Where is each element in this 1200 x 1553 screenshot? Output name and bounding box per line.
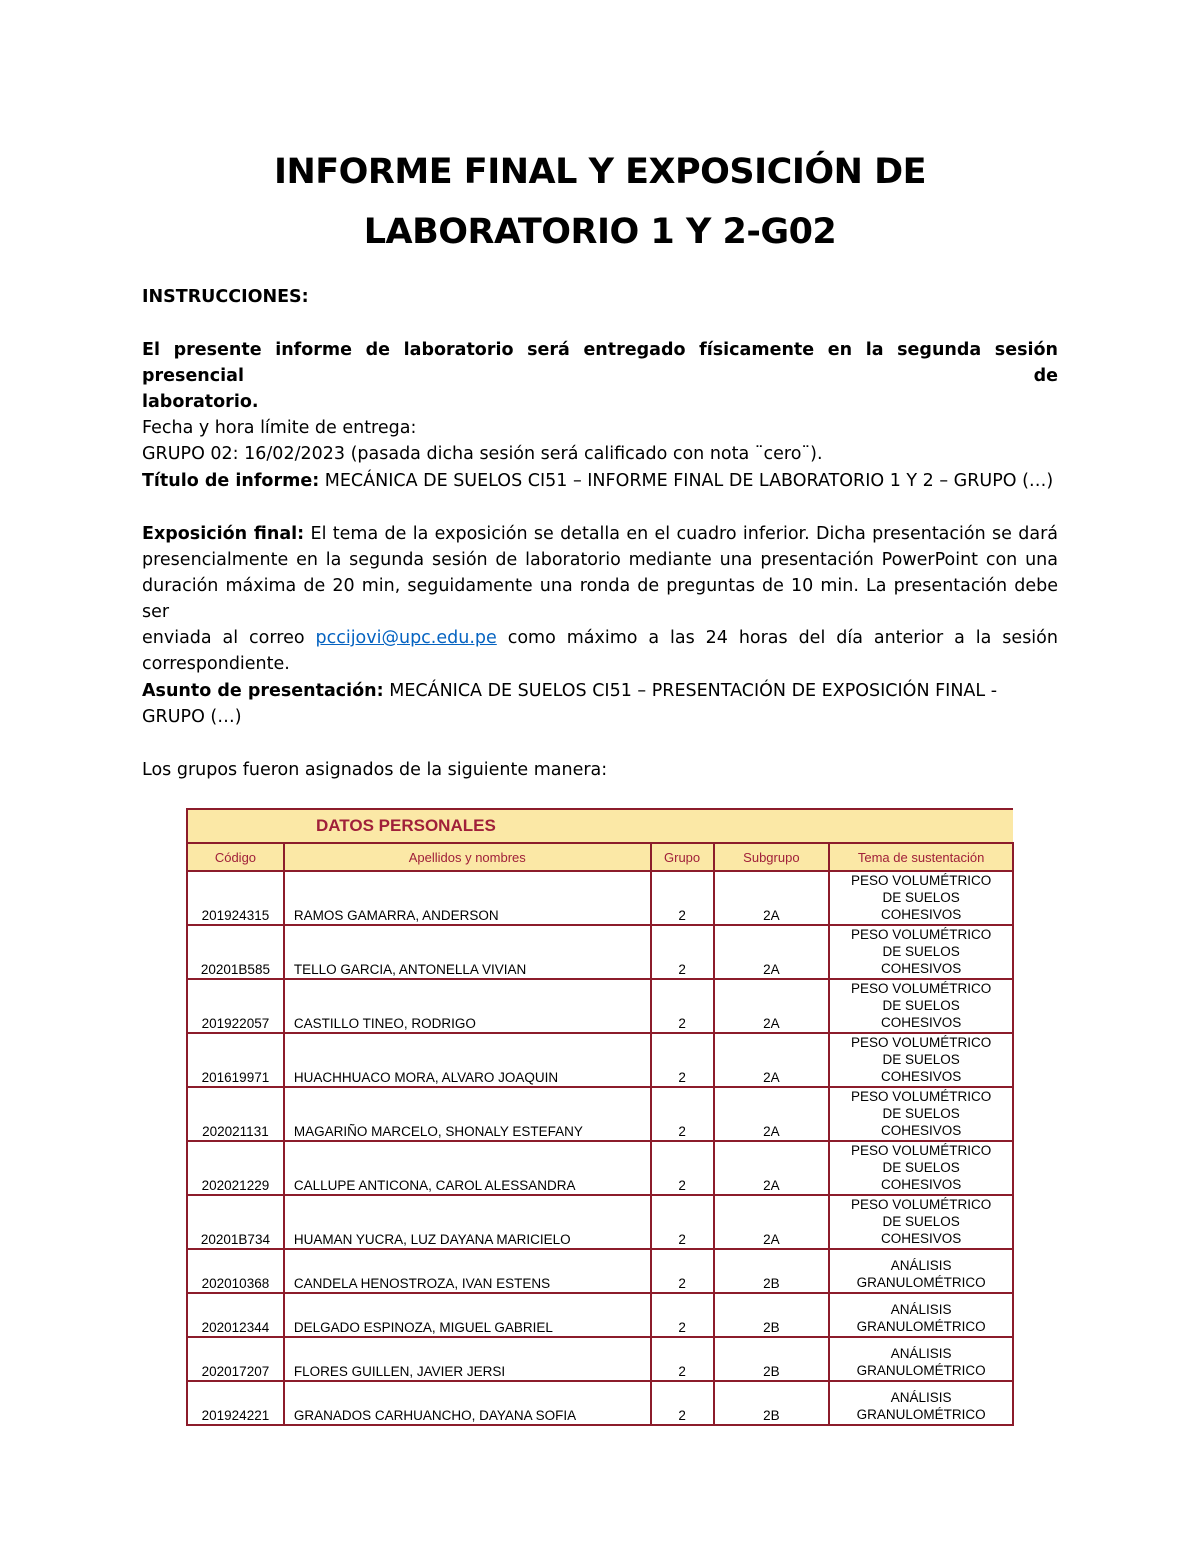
cell-topic [829,1087,1013,1141]
cell-topic-line: DE SUELOS [882,1052,960,1067]
cell-subgroup: 2A [714,1087,830,1141]
cell-group: 2 [651,1141,714,1195]
table-row [187,871,1013,925]
delivery-line-1: El presente informe de laboratorio será entregado físicamente en la segunda sesión presencial de [142,340,1058,386]
cell-topic [829,1033,1013,1087]
table-row [187,1087,1013,1141]
cell-name: DELGADO ESPINOZA, MIGUEL GABRIEL [284,1293,651,1337]
document-title-line-2: LABORATORIO 1 Y 2-G02 [363,212,837,252]
cell-group: 2 [651,1087,714,1141]
cell-topic [829,1249,1013,1293]
cell-code: 202010368 [187,1249,284,1293]
cell-topic-line: ANÁLISIS [890,1390,952,1405]
cell-topic-line: DE SUELOS [882,1160,960,1175]
exposition-line-4-post: como máximo a las 24 horas del día anterior a la sesión [507,628,1058,648]
cell-code: 201619971 [187,1033,284,1087]
exposition-line-4-pre: enviada al correo [142,628,305,648]
cell-subgroup: 2B [714,1381,830,1425]
cell-subgroup: 2A [714,1141,830,1195]
cell-topic [829,1195,1013,1249]
cell-name: TELLO GARCIA, ANTONELLA VIVIAN [284,925,651,979]
cell-subgroup: 2A [714,871,830,925]
instructions-heading [142,284,1058,310]
exposition-line-3: duración máxima de 20 min, seguidamente una ronda de preguntas de 10 min. La presentación debe ser [142,576,1058,622]
cell-name: CANDELA HENOSTROZA, IVAN ESTENS [284,1249,651,1293]
cell-topic-line: COHESIVOS [880,1015,962,1030]
cell-group: 2 [651,1249,714,1293]
cell-code: 201924315 [187,871,284,925]
email-link[interactable]: pccijovi@upc.edu.pe [315,628,497,648]
cell-topic-line: ANÁLISIS [890,1346,952,1361]
header-group: Grupo [651,843,714,871]
subject-value-2: GRUPO (…) [142,707,242,727]
deadline-label: Fecha y hora límite de entrega: [142,418,417,438]
cell-subgroup: 2A [714,1195,830,1249]
cell-topic-line: DE SUELOS [882,1106,960,1121]
cell-topic-line: PESO VOLUMÉTRICO [850,1035,992,1050]
cell-topic-line: PESO VOLUMÉTRICO [850,981,992,996]
exposition-line-4 [142,625,1058,651]
cell-code: 20201B585 [187,925,284,979]
table-row [187,1141,1013,1195]
cell-topic-line: COHESIVOS [880,1123,962,1138]
cell-code: 202012344 [187,1293,284,1337]
header-subgroup: Subgrupo [714,843,830,871]
cell-topic-line: DE SUELOS [882,998,960,1013]
document-title-line-1: INFORME FINAL Y EXPOSICIÓN DE [273,152,927,192]
cell-group: 2 [651,1381,714,1425]
header-name: Apellidos y nombres [284,843,651,871]
cell-group: 2 [651,1195,714,1249]
report-title-line [142,468,1058,494]
exposition-label: Exposición final: [142,524,305,544]
cell-topic [829,871,1013,925]
cell-topic-line: DE SUELOS [882,1214,960,1229]
table-row [187,979,1013,1033]
header-code: Código [187,843,284,871]
exposition-line-2: presencialmente en la segunda sesión de laboratorio mediante una presentación PowerPoint con una [142,550,1058,570]
table-row [187,1381,1013,1425]
cell-name: HUACHHUACO MORA, ALVARO JOAQUIN [284,1033,651,1087]
delivery-paragraph [142,337,1058,467]
cell-name: HUAMAN YUCRA, LUZ DAYANA MARICIELO [284,1195,651,1249]
report-title-label: Título de informe: [142,471,320,491]
table-title-row [187,809,1013,843]
cell-subgroup: 2B [714,1249,830,1293]
cell-code: 202017207 [187,1337,284,1381]
cell-subgroup: 2B [714,1337,830,1381]
cell-topic [829,1293,1013,1337]
cell-topic-line: DE SUELOS [882,944,960,959]
cell-topic [829,925,1013,979]
cell-name: GRANADOS CARHUANCHO, DAYANA SOFIA [284,1381,651,1425]
table-row [187,1033,1013,1087]
cell-code: 202021229 [187,1141,284,1195]
subject-line-1 [142,678,1058,704]
cell-code: 20201B734 [187,1195,284,1249]
cell-topic-line: PESO VOLUMÉTRICO [850,1143,992,1158]
cell-subgroup: 2A [714,1033,830,1087]
instructions-heading-text: INSTRUCCIONES: [142,287,309,307]
exposition-line-1 [142,521,1058,547]
cell-code: 202021131 [187,1087,284,1141]
cell-name: CASTILLO TINEO, RODRIGO [284,979,651,1033]
header-topic: Tema de sustentación [829,843,1013,871]
cell-topic-line: COHESIVOS [880,961,962,976]
cell-code: 201924221 [187,1381,284,1425]
table-header-row [187,843,1013,871]
exposition-line-1-text: El tema de la exposición se detalla en el cuadro inferior. Dicha presentación se dará [304,524,1059,544]
table-section-title: DATOS PERSONALES [187,809,1013,843]
cell-topic-line: DE SUELOS [882,890,960,905]
table-row [187,1337,1013,1381]
exposition-line-5: correspondiente. [142,654,290,674]
cell-topic-line: ANÁLISIS [890,1258,952,1273]
cell-topic-line: COHESIVOS [880,907,962,922]
cell-code: 201922057 [187,979,284,1033]
subject-paragraph [142,678,1058,730]
cell-topic-line: ANÁLISIS [890,1302,952,1317]
cell-name: MAGARIÑO MARCELO, SHONALY ESTEFANY [284,1087,651,1141]
table-row [187,925,1013,979]
cell-group: 2 [651,979,714,1033]
cell-topic-line: PESO VOLUMÉTRICO [850,1089,992,1104]
deadline-value: GRUPO 02: 16/02/2023 (pasada dicha sesión será calificado con nota ¨cero¨). [142,444,823,464]
cell-topic-line: GRANULOMÉTRICO [856,1407,986,1422]
cell-group: 2 [651,871,714,925]
cell-group: 2 [651,1337,714,1381]
cell-topic-line: GRANULOMÉTRICO [856,1319,986,1334]
cell-topic-line: GRANULOMÉTRICO [856,1275,986,1290]
cell-topic [829,1141,1013,1195]
table-row [187,1249,1013,1293]
cell-topic [829,979,1013,1033]
cell-topic-line: GRANULOMÉTRICO [856,1363,986,1378]
cell-topic-line: COHESIVOS [880,1231,962,1246]
groups-intro: Los grupos fueron asignados de la siguiente manera: [142,760,608,780]
cell-subgroup: 2B [714,1293,830,1337]
cell-topic [829,1381,1013,1425]
cell-group: 2 [651,1033,714,1087]
table-row [187,1195,1013,1249]
cell-subgroup: 2A [714,979,830,1033]
groups-table [186,808,1014,1426]
cell-topic-line: PESO VOLUMÉTRICO [850,1197,992,1212]
cell-topic-line: COHESIVOS [880,1069,962,1084]
subject-value-1: MECÁNICA DE SUELOS CI51 – PRESENTACIÓN DE EXPOSICIÓN FINAL - [383,681,998,701]
subject-label: Asunto de presentación: [142,681,384,701]
cell-topic [829,1337,1013,1381]
delivery-line-2: laboratorio. [142,392,259,412]
cell-name: FLORES GUILLEN, JAVIER JERSI [284,1337,651,1381]
cell-group: 2 [651,925,714,979]
cell-name: RAMOS GAMARRA, ANDERSON [284,871,651,925]
table-row [187,1293,1013,1337]
cell-subgroup: 2A [714,925,830,979]
cell-topic-line: COHESIVOS [880,1177,962,1192]
cell-group: 2 [651,1293,714,1337]
exposition-paragraph [142,521,1058,677]
cell-topic-line: PESO VOLUMÉTRICO [850,873,992,888]
cell-topic-line: PESO VOLUMÉTRICO [850,927,992,942]
cell-name: CALLUPE ANTICONA, CAROL ALESSANDRA [284,1141,651,1195]
report-title-value: MECÁNICA DE SUELOS CI51 – INFORME FINAL DE LABORATORIO 1 Y 2 – GRUPO (…) [319,471,1054,491]
